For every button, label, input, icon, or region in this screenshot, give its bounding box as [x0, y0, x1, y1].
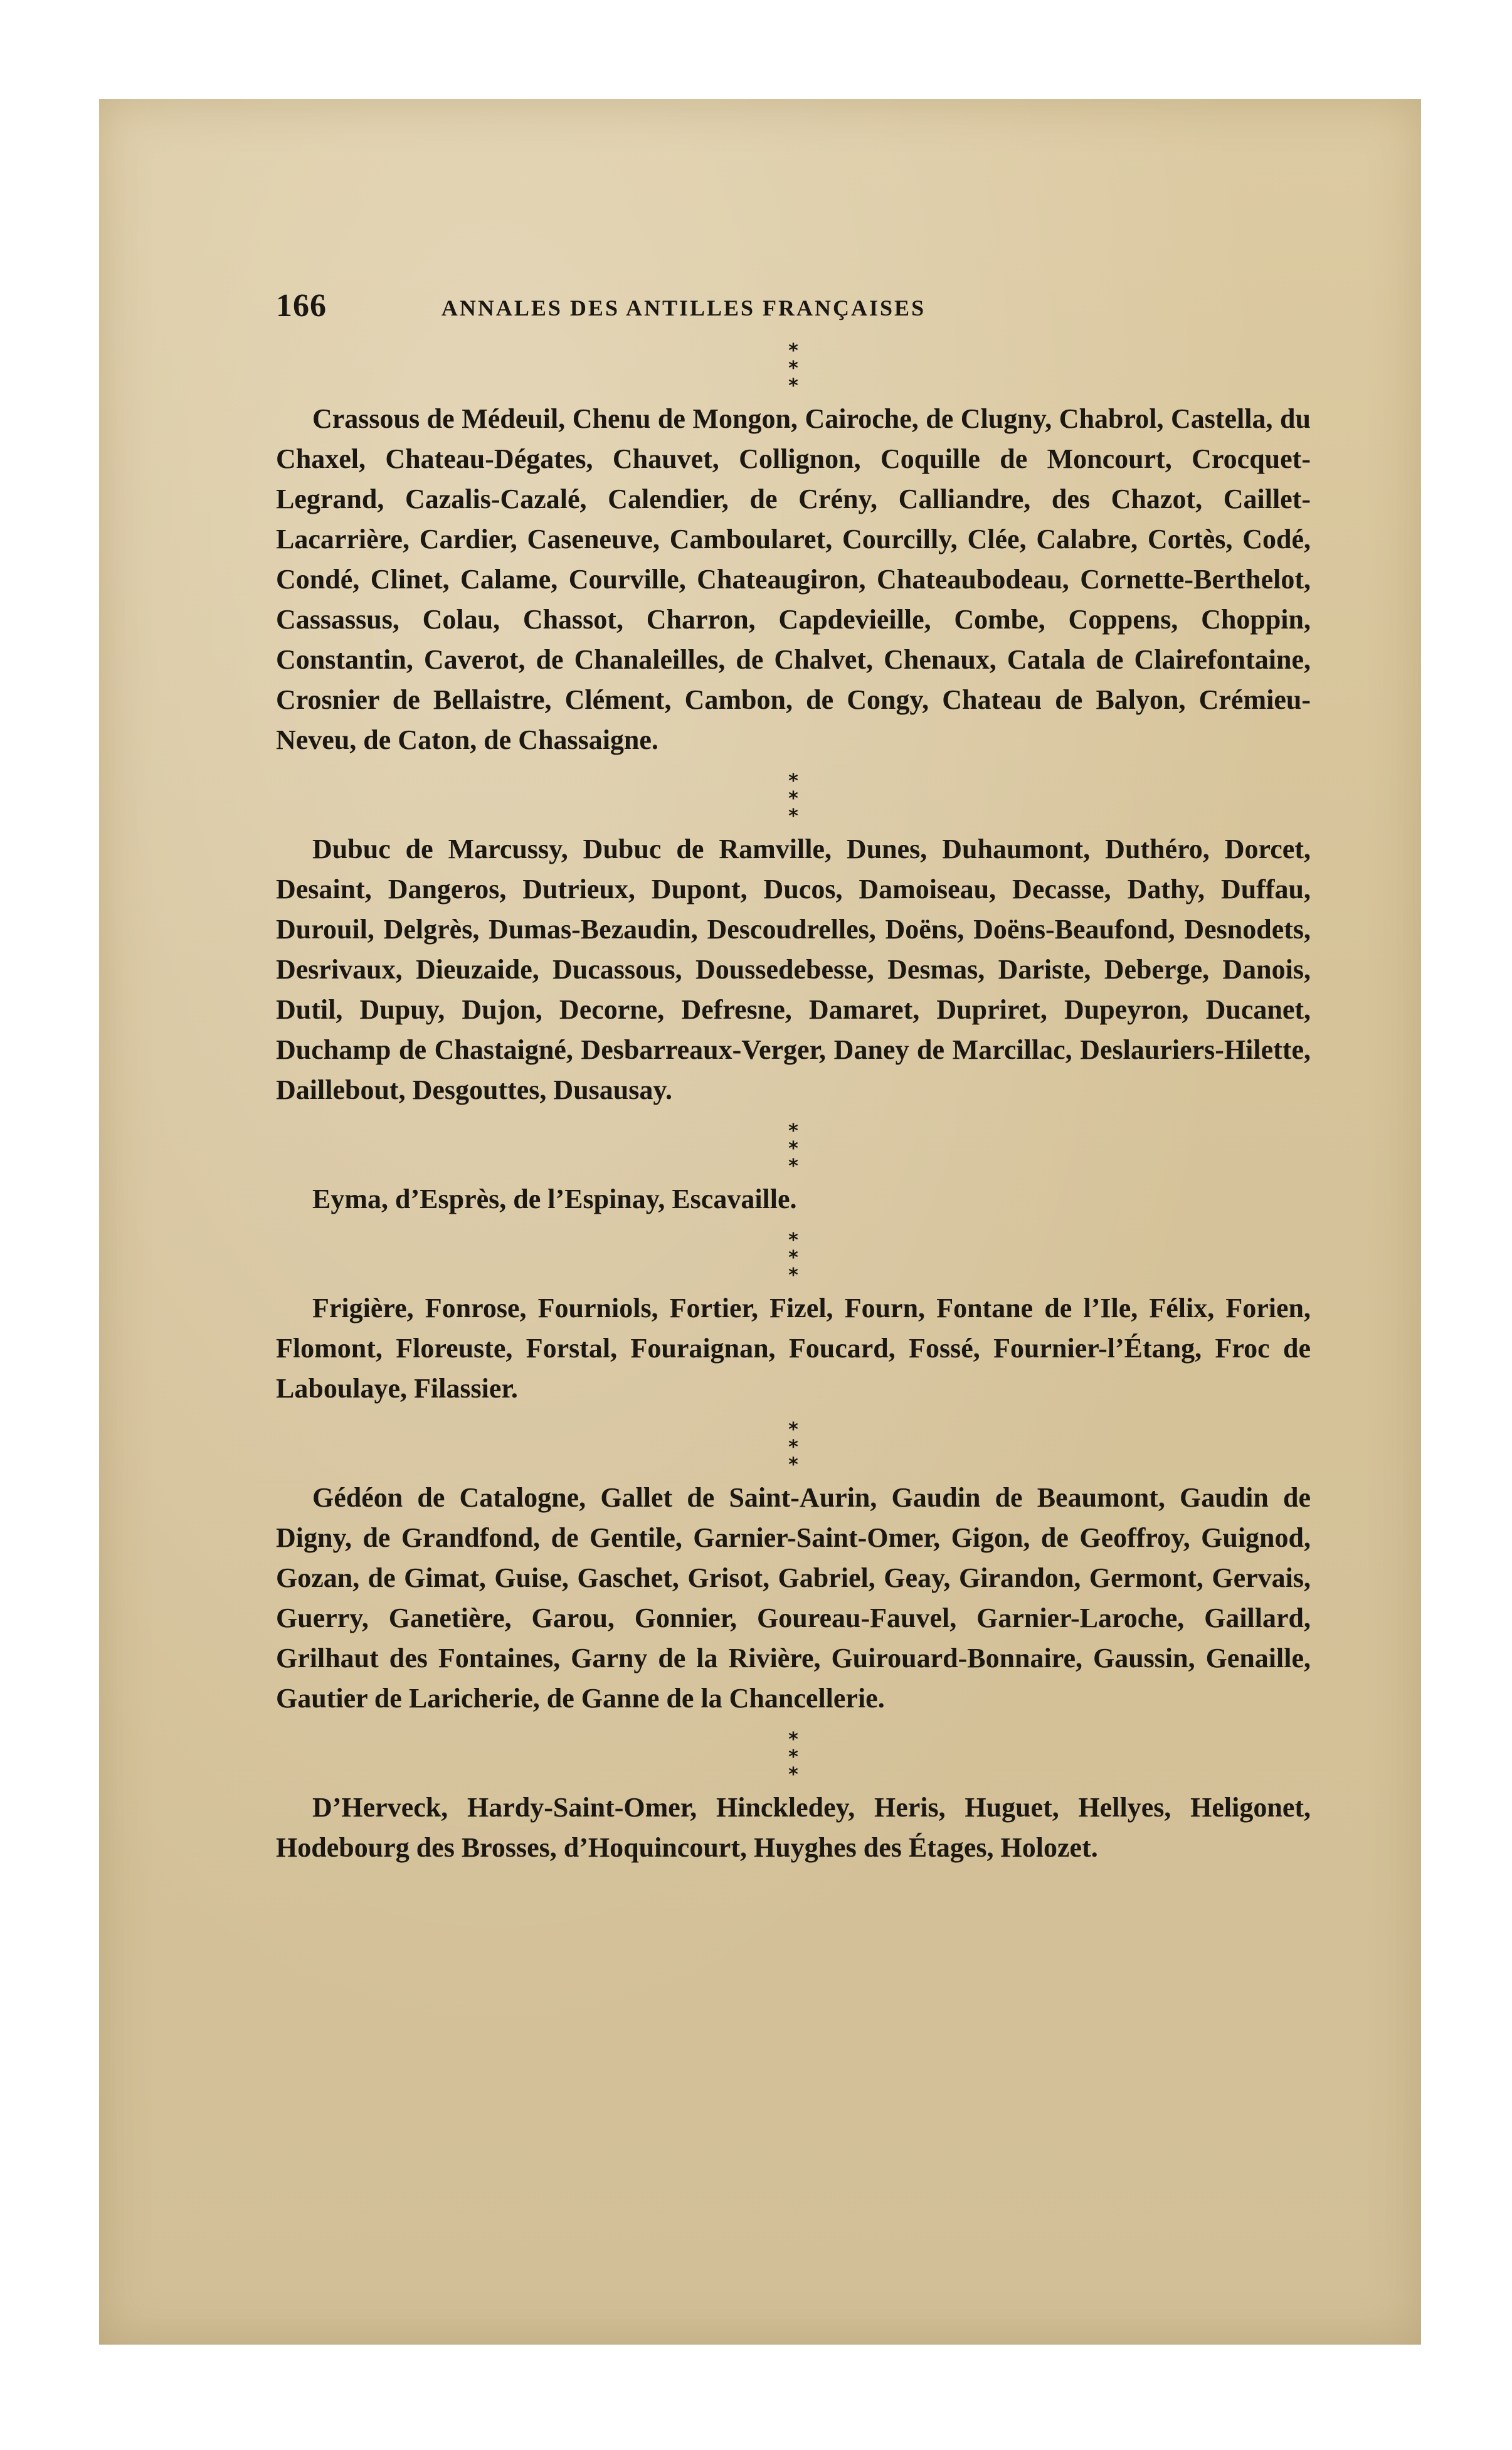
asterism-separator: * * *: [788, 1419, 810, 1476]
running-title: ANNALES DES ANTILLES FRANÇAISES: [441, 295, 926, 321]
asterism-separator: * * *: [788, 340, 810, 397]
names-paragraph-e: Eyma, d’Esprès, de l’Espinay, Escavaille.: [312, 1184, 797, 1214]
running-head: [276, 287, 1311, 337]
names-paragraph-f: Frigière, Fonrose, Fourniols, Fortier, Fizel, Fourn, Fontane de l’Ile, Félix, Forien, Flomont, Floreuste, Forstal, Fouraignan, Foucard, Fossé, Fournier-l’Étang, Froc de Laboulaye, Filassier.: [276, 1293, 1311, 1404]
names-paragraph-d: Dubuc de Marcussy, Dubuc de Ramville, Dunes, Duhaumont, Duthéro, Dorcet, Desaint, Dangeros, Dutrieux, Dupont, Ducos, Damoiseau, Decasse, Dathy, Duffau, Durouil, Delgrès, Dumas-Bezaudin, Descoudrelles, Doëns, Doëns-Beaufond, Desnodets, Desrivaux, Dieuzaide, Ducassous, Doussedebesse, Desmas, Dariste, Deberge, Danois, Dutil, Dupuy, Dujon, Decorne, Defresne, Damaret, Dupriret, Dupeyron, Ducanet, Duchamp de Chastaigné, Desbarreaux-Verger, Daney de Marcillac, Deslauriers-Hilette, Daillebout, Desgouttes, Dusausay.: [276, 834, 1311, 1105]
names-paragraph-g: Gédéon de Catalogne, Gallet de Saint-Aurin, Gaudin de Beaumont, Gaudin de Digny, de Grandfond, de Gentile, Garnier-Saint-Omer, Gigon, de Geoffroy, Guignod, Gozan, de Gimat, Guise, Gaschet, Grisot, Gabriel, Geay, Girandon, Germont, Gervais, Guerry, Ganetière, Garou, Gonnier, Goureau-Fauvel, Garnier-Laroche, Gaillard, Grilhaut des Fontaines, Garny de la Rivière, Guirouard-Bonnaire, Gaussin, Genaille, Gautier de Laricherie, de Ganne de la Chancellerie.: [276, 1482, 1311, 1714]
asterism-separator: * * *: [788, 1120, 810, 1177]
asterism-separator: * * *: [788, 1729, 810, 1786]
names-paragraph-h: D’Herveck, Hardy-Saint-Omer, Hinckledey, Heris, Huguet, Hellyes, Heligonet, Hodebourg des Brosses, d’Hoquincourt, Huyghes des Étages, Holozet.: [276, 1792, 1311, 1863]
page-content: [276, 287, 1311, 1880]
book-page: [99, 99, 1421, 2345]
names-paragraph-c: Crassous de Médeuil, Chenu de Mongon, Cairoche, de Clugny, Chabrol, Castella, du Chaxel, Chateau-Dégates, Chauvet, Collignon, Coquille de Moncourt, Crocquet-Legrand, Cazalis-Cazalé, Calendier, de Crény, Calliandre, des Chazot, Caillet-Lacarrière, Cardier, Caseneuve, Camboularet, Courcilly, Clée, Calabre, Cortès, Codé, Condé, Clinet, Calame, Courville, Chateaugiron, Chateaubodeau, Cornette-Berthelot, Cassassus, Colau, Chassot, Charron, Capdevieille, Combe, Coppens, Choppin, Constantin, Caverot, de Chanaleilles, de Chalvet, Chenaux, Catala de Clairefontaine, Crosnier de Bellaistre, Clément, Cambon, de Congy, Chateau de Balyon, Crémieu-Neveu, de Caton, de Chassaigne.: [276, 403, 1311, 755]
asterism-separator: * * *: [788, 770, 810, 827]
page-number: 166: [276, 288, 327, 324]
asterism-separator: * * *: [788, 1229, 810, 1286]
